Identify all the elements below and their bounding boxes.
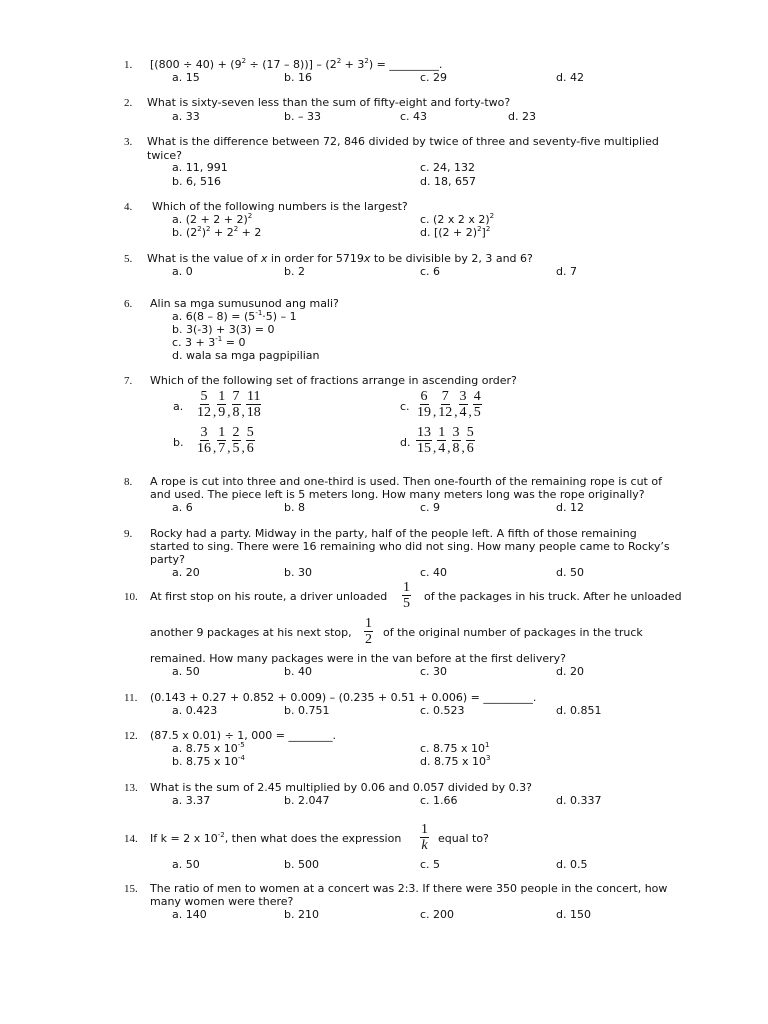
question-stem: What is the sum of 2.45 multiplied by 0.06 and 0.057 divided by 0.3? bbox=[150, 781, 532, 794]
option-c: c. 6 bbox=[420, 265, 441, 278]
option-d: d. 8.75 x $10^3$ bbox=[420, 754, 491, 768]
fraction: $\frac{5}{6}$ bbox=[466, 425, 474, 456]
option-d: d. 50 bbox=[556, 566, 584, 579]
question-number: 14. bbox=[124, 833, 138, 845]
option-a: a. 20 bbox=[172, 566, 200, 579]
option-label-c: c. bbox=[400, 400, 410, 413]
option-d: d. 42 bbox=[556, 71, 584, 84]
option-b: b. 500 bbox=[284, 858, 319, 871]
question-stem: What is the value of x in order for 5719x to be divisible by 2, 3 and 6? bbox=[147, 252, 533, 265]
fraction: $\frac{6}{19}$ bbox=[417, 389, 431, 420]
question-number: 15. bbox=[124, 883, 138, 895]
option-d: d. 12 bbox=[556, 501, 584, 514]
fraction-one-half: $\frac{1}{2}$ bbox=[365, 616, 372, 647]
question-stem-line-1: Rocky had a party. Midway in the party, half of the people left. A fifth of those remaining bbox=[150, 527, 637, 540]
option-a: a. $6(8 - 8) = (5^{-1}\cdot 5) - 1$ bbox=[172, 309, 297, 323]
fraction: $\frac{3}{4}$ bbox=[459, 389, 467, 420]
option-b: b. 3(-3) + 3(3) = 0 bbox=[172, 323, 275, 336]
fraction: $\frac{7}{8}$ bbox=[232, 389, 240, 420]
option-label-d: d. bbox=[400, 436, 411, 449]
question-stem: (87.5 x 0.01) ÷ 1, 000 = ________. bbox=[150, 729, 336, 742]
fraction: $\frac{1}{7}$ bbox=[218, 425, 226, 456]
option-b: b. 40 bbox=[284, 665, 312, 678]
option-d: d. 18, 657 bbox=[420, 175, 476, 188]
option-c: c. 8.75 x $10^1$ bbox=[420, 741, 490, 755]
question-stem-line-1: The ratio of men to women at a concert was 2:3. If there were 350 people in the concert, how bbox=[150, 882, 668, 895]
option-c-fractions: $\frac{6}{19}$ , $\frac{7}{12}$ , $\frac{3}{4}$ , $\frac{4}{5}$ bbox=[417, 389, 481, 420]
option-b: b. 8.75 x $10^{-4}$ bbox=[172, 754, 245, 768]
option-c: c. 200 bbox=[420, 908, 455, 921]
question-stem: Which of the following numbers is the largest? bbox=[152, 200, 408, 213]
option-c: c. 29 bbox=[420, 71, 448, 84]
option-c: c. 9 bbox=[420, 501, 441, 514]
option-b-fractions: $\frac{3}{16}$ , $\frac{1}{7}$ , $\frac{2}{5}$ , $\frac{5}{6}$ bbox=[197, 425, 254, 456]
option-a: a. 50 bbox=[172, 858, 200, 871]
question-number: 9. bbox=[124, 528, 133, 540]
question-number: 7. bbox=[124, 375, 133, 387]
question-stem-line-1a: At first stop on his route, a driver unloaded bbox=[150, 590, 388, 603]
option-a-fractions: $\frac{5}{12}$ , $\frac{1}{9}$ , $\frac{7}{8}$ , $\frac{11}{18}$ bbox=[197, 389, 261, 420]
fraction: $\frac{3}{8}$ bbox=[452, 425, 460, 456]
question-stem: (0.143 + 0.27 + 0.852 + 0.009) – (0.235 + 0.51 + 0.006) = _________. bbox=[150, 691, 537, 704]
question-stem-line-1: A rope is cut into three and one-third is used. Then one-fourth of the remaining rope is cut of bbox=[150, 475, 662, 488]
question-number: 8. bbox=[124, 476, 133, 488]
question-stem-line-2a: another 9 packages at his next stop, bbox=[150, 626, 352, 639]
option-a: a. 11, 991 bbox=[172, 161, 228, 174]
question-number: 12. bbox=[124, 730, 138, 742]
option-d: d. 0.5 bbox=[556, 858, 588, 871]
question-stem: Which of the following set of fractions arrange in ascending order? bbox=[150, 374, 517, 387]
option-d: d. 20 bbox=[556, 665, 584, 678]
fraction: $\frac{1}{9}$ bbox=[218, 389, 226, 420]
option-d: d. 150 bbox=[556, 908, 591, 921]
option-d: d. $[(2 + 2)^2]^2$ bbox=[420, 225, 491, 239]
fraction: $\frac{7}{12}$ bbox=[438, 389, 453, 420]
option-a: a. 0.423 bbox=[172, 704, 218, 717]
option-a: a. 140 bbox=[172, 908, 207, 921]
fraction: $\frac{11}{18}$ bbox=[246, 389, 261, 420]
option-b: b. 30 bbox=[284, 566, 312, 579]
question-number: 4. bbox=[124, 201, 133, 213]
option-b: b. 2.047 bbox=[284, 794, 330, 807]
option-c: c. 30 bbox=[420, 665, 448, 678]
question-stem-line-3: party? bbox=[150, 553, 185, 566]
option-c: c. 5 bbox=[420, 858, 441, 871]
fraction: $\frac{5}{12}$ bbox=[197, 389, 211, 420]
option-c: c. 1.66 bbox=[420, 794, 458, 807]
option-c: c. (2 x 2 x 2)$^2$ bbox=[420, 212, 495, 226]
option-d: d. 7 bbox=[556, 265, 577, 278]
question-stem: If k = 2 x $10^{-2}$, then what does the expression bbox=[150, 831, 402, 845]
option-c: c. $3 + 3^{-1} = 0$ bbox=[172, 335, 246, 349]
fraction-one-fifth: $\frac{1}{5}$ bbox=[403, 580, 410, 611]
option-label-b: b. bbox=[173, 436, 184, 449]
option-c: c. 0.523 bbox=[420, 704, 465, 717]
option-a: a. 6 bbox=[172, 501, 193, 514]
fraction: $\frac{5}{6}$ bbox=[246, 425, 254, 456]
question-stem-line-1: What is the difference between 72, 846 divided by twice of three and seventy-five multiplied bbox=[147, 135, 659, 148]
question-number: 6. bbox=[124, 298, 133, 310]
fraction: $\frac{4}{5}$ bbox=[473, 389, 481, 420]
fraction: $\frac{13}{15}$ bbox=[417, 425, 431, 456]
fraction: $\frac{2}{5}$ bbox=[232, 425, 240, 456]
option-b: b. 0.751 bbox=[284, 704, 330, 717]
fraction: $\frac{1}{4}$ bbox=[438, 425, 446, 456]
question-stem: $[(800 \div 40) + (9^2 \div (17 - 8))] - (2^2 + 3^2)$ = _________. bbox=[150, 57, 443, 71]
question-stem-line-2: started to sing. There were 16 remaining who did not sing. How many people came to Rocky’s bbox=[150, 540, 670, 553]
question-number: 10. bbox=[124, 591, 138, 603]
question-number: 11. bbox=[124, 692, 138, 704]
question-number: 13. bbox=[124, 782, 138, 794]
option-b: b. 8 bbox=[284, 501, 305, 514]
option-d: d. 23 bbox=[508, 110, 536, 123]
question-stem-end: equal to? bbox=[438, 832, 489, 845]
option-b: b. $(2^2)^2 + 2^2 + 2$ bbox=[172, 225, 262, 239]
option-a: a. 0 bbox=[172, 265, 193, 278]
question-number: 3. bbox=[124, 136, 133, 148]
question-stem-line-2: and used. The piece left is 5 meters long. How many meters long was the rope originally? bbox=[150, 488, 645, 501]
option-a: a. 50 bbox=[172, 665, 200, 678]
option-d: d. 0.337 bbox=[556, 794, 602, 807]
question-stem-line-2: many women were there? bbox=[150, 895, 294, 908]
option-a: a. 15 bbox=[172, 71, 200, 84]
option-b: b. 16 bbox=[284, 71, 312, 84]
question-number: 1. bbox=[124, 59, 133, 71]
question-stem-line-3: remained. How many packages were in the van before at the first delivery? bbox=[150, 652, 566, 665]
question-number: 5. bbox=[124, 253, 133, 265]
fraction: $\frac{3}{16}$ bbox=[197, 425, 211, 456]
option-d: d. 0.851 bbox=[556, 704, 602, 717]
question-stem-line-1b: of the packages in his truck. After he unloaded bbox=[424, 590, 682, 603]
option-a: a. $(2 + 2 + 2)^2$ bbox=[172, 212, 253, 226]
option-c: c. 43 bbox=[400, 110, 428, 123]
option-c: c. 40 bbox=[420, 566, 448, 579]
question-stem-line-2b: of the original number of packages in the truck bbox=[383, 626, 643, 639]
question-stem: Alin sa mga sumusunod ang mali? bbox=[150, 297, 339, 310]
option-b: b. 6, 516 bbox=[172, 175, 221, 188]
option-a: a. 8.75 x $10^{-5}$ bbox=[172, 741, 245, 755]
option-b: b. 2 bbox=[284, 265, 305, 278]
option-d: d. wala sa mga pagpipilian bbox=[172, 349, 320, 362]
option-label-a: a. bbox=[173, 400, 184, 413]
option-b: b. – 33 bbox=[284, 110, 321, 123]
option-b: b. 210 bbox=[284, 908, 319, 921]
option-c: c. 24, 132 bbox=[420, 161, 476, 174]
fraction-one-over-k: $\frac{1}{k}$ bbox=[421, 822, 428, 853]
question-stem-line-2: twice? bbox=[147, 149, 183, 162]
question-stem: What is sixty-seven less than the sum of fifty-eight and forty-two? bbox=[147, 96, 511, 109]
option-a: a. 33 bbox=[172, 110, 200, 123]
option-d-fractions: $\frac{13}{15}$ , $\frac{1}{4}$ , $\frac{3}{8}$ , $\frac{5}{6}$ bbox=[417, 425, 474, 456]
question-number: 2. bbox=[124, 97, 133, 109]
option-a: a. 3.37 bbox=[172, 794, 211, 807]
